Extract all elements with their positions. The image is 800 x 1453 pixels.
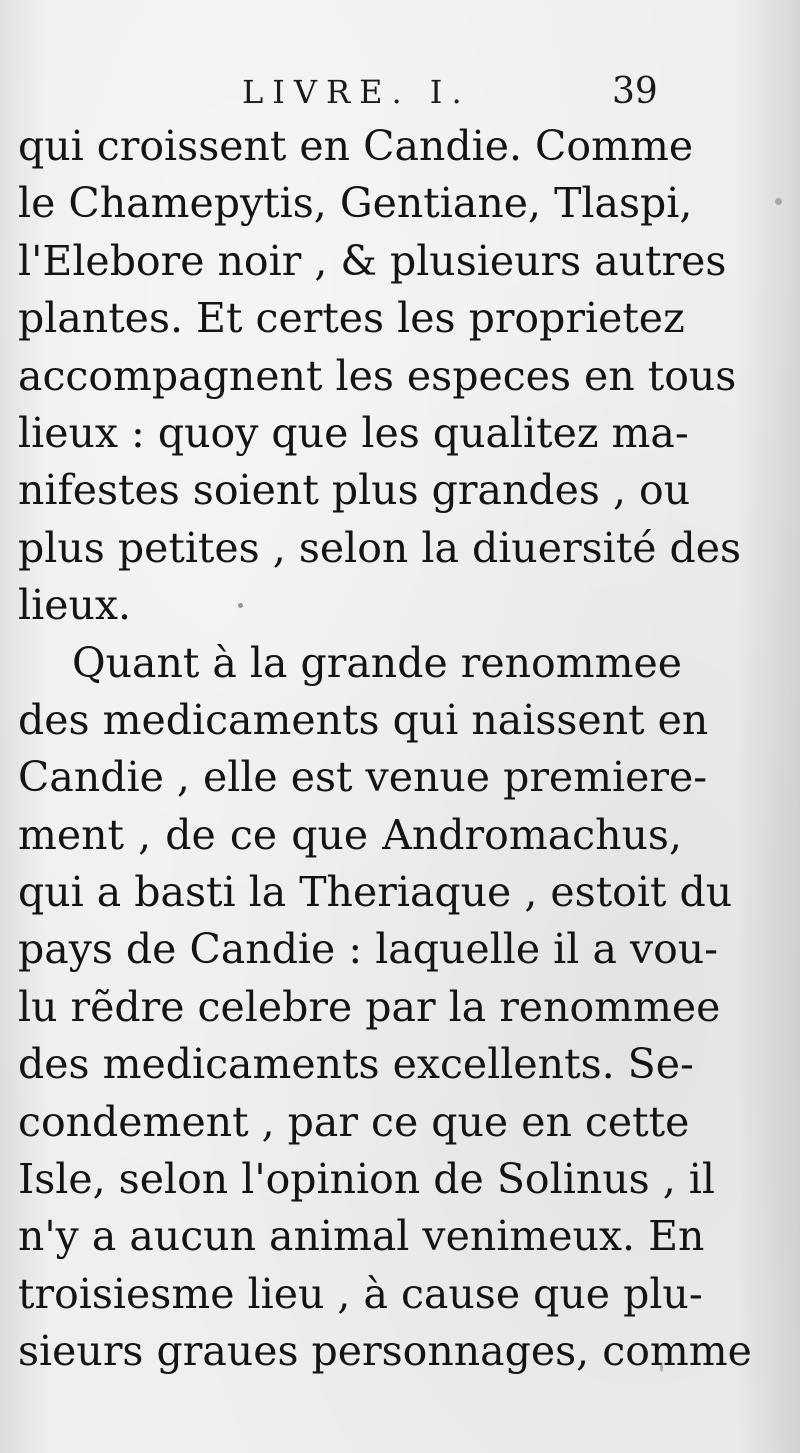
- text-line: ment , de ce que Andromachus,: [18, 810, 682, 859]
- running-head: [0, 72, 800, 112]
- paper-speck: [660, 1362, 663, 1372]
- paper-speck: [238, 603, 243, 608]
- paragraph-start-line: Quant à la grande renommee: [72, 638, 682, 687]
- text-line: lieux.: [18, 581, 132, 630]
- body-text: [18, 118, 752, 1381]
- text-line: qui croissent en Candie. Comme: [18, 122, 694, 170]
- text-line: des medicaments excellents. Se-: [18, 1040, 694, 1089]
- text-line: plantes. Et certes les proprietez: [18, 294, 685, 343]
- page-number: 39: [612, 71, 658, 112]
- text-line: sieurs graues personnages, comme: [18, 1327, 752, 1376]
- text-line: Candie , elle est venue premiere-: [18, 753, 708, 802]
- text-line: plus petites , selon la diuersité des: [18, 523, 742, 572]
- text-line: des medicaments qui naissent en: [18, 695, 709, 744]
- text-line: l'Elebore noir , & plusieurs autres: [18, 236, 727, 285]
- text-line: nifestes soient plus grandes , ou: [18, 466, 691, 515]
- text-line: accompagnent les especes en tous: [18, 351, 737, 400]
- text-line: n'y a aucun animal venimeux. En: [18, 1212, 705, 1261]
- text-line: pays de Candie : laquelle il a vou-: [18, 925, 719, 974]
- text-line: qui a basti la Theriaque , estoit du: [18, 868, 733, 917]
- text-line: le Chamepytis, Gentiane, Tlaspi,: [18, 179, 693, 228]
- running-title: LIVRE. I.: [242, 73, 471, 111]
- text-line: lu rẽdre celebre par la renommee: [18, 982, 721, 1031]
- text-line: lieux : quoy que les qualitez ma-: [18, 408, 689, 457]
- text-line: condement , par ce que en cette: [18, 1097, 690, 1146]
- paper-speck: [775, 198, 782, 205]
- text-line: Isle, selon l'opinion de Solinus , il: [18, 1155, 715, 1204]
- text-line: troisiesme lieu , à cause que plu-: [18, 1269, 703, 1318]
